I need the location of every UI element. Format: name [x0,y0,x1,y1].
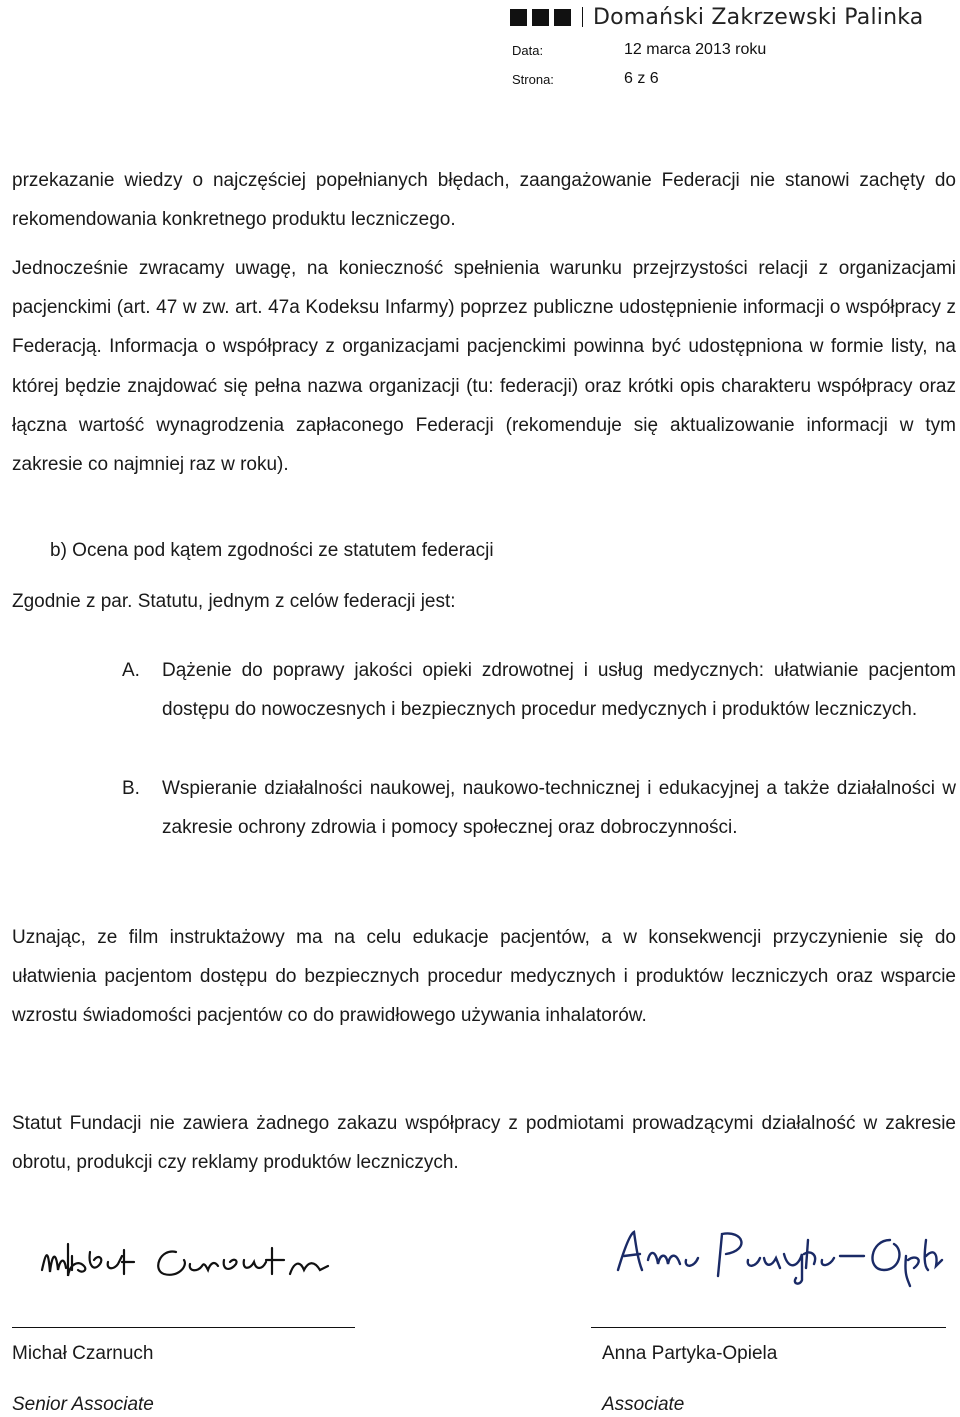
signatory-role: Senior Associate [12,1394,154,1415]
list-item-text: Wspieranie działalności naukowej, naukowo-technicznej i edukacyjnej a także działalności w zakresie ochrony zdrowia i pomocy społecznej oraz dobroczynności. [162,778,956,839]
logo-divider [582,7,583,27]
paragraph-2: Jednocześnie zwracamy uwagę, na konieczność spełnienia warunku przejrzystości relacji z organizacjami pacjenckimi (art. 47 w zw. art. 47a Kodeksu Infarmy) poprzez publiczne udostępnienie informacji o współpracy z Federacją. Informacja o współpracy z organizacjami pacjenckimi powinna być udostępniona w formie listy, na której będzie znajdować się pełna nazwa organizacji (tu: federacji) oraz krótki opis charakteru współpracy oraz łączna wartość wynagrodzenia zapłaconego Federacji (rekomenduje się aktualizowanie informacji w tym zakresie co najmniej raz w roku). [12,258,956,476]
date-label: Data: [512,43,544,58]
list-item [122,651,956,729]
page-number: 6 z 6 [624,70,659,87]
signature-line [591,1327,946,1328]
firm-logo [510,4,923,30]
logo-square-icon [510,9,527,26]
paragraph-4: Statut Fundacji nie zawiera żadnego zakazu współpracy z podmiotami prowadzącymi działalność w zakresie obrotu, produkcji czy reklamy produktów leczniczych. [12,1113,956,1174]
signature-image [38,1230,338,1290]
logo-square-icon [532,9,549,26]
logo-square-icon [554,9,571,26]
section-heading: b) Ocena pod kątem zgodności ze statutem federacji [50,540,494,561]
list-marker: B. [122,778,140,799]
signature-line [12,1327,355,1328]
signatory-name: Michał Czarnuch [12,1343,154,1364]
signatory-name: Anna Partyka-Opiela [602,1343,778,1364]
page-label: Strona: [512,72,554,87]
list-item-text: Dążenie do poprawy jakości opieki zdrowotnej i usług medycznych: ułatwianie pacjentom dostępu do nowoczesnych i bezpiecznych procedur medycznych i produktów leczniczych. [162,660,956,721]
date-value: 12 marca 2013 roku [624,41,767,58]
signatory-role: Associate [602,1394,685,1415]
paragraph-3: Uznając, ze film instruktażowy ma na celu edukacje pacjentów, a w konsekwencji przyczynienie się do ułatwienia pacjentom dostępu do bezpiecznych procedur medycznych i produktów leczniczych oraz wsparcie wzrostu świadomości pacjentów co do prawidłowego używania inhalatorów. [12,927,956,1027]
signature-image [608,1220,948,1290]
statute-intro: Zgodnie z par. Statutu, jednym z celów federacji jest: [12,591,456,612]
list-item [122,769,956,847]
firm-name: Domański Zakrzewski Palinka [593,4,924,30]
paragraph-1: przekazanie wiedzy o najczęściej popełnianych błędach, zaangażowanie Federacji nie stanowi zachęty do rekomendowania konkretnego produktu leczniczego. [12,170,956,231]
list-marker: A. [122,660,140,681]
